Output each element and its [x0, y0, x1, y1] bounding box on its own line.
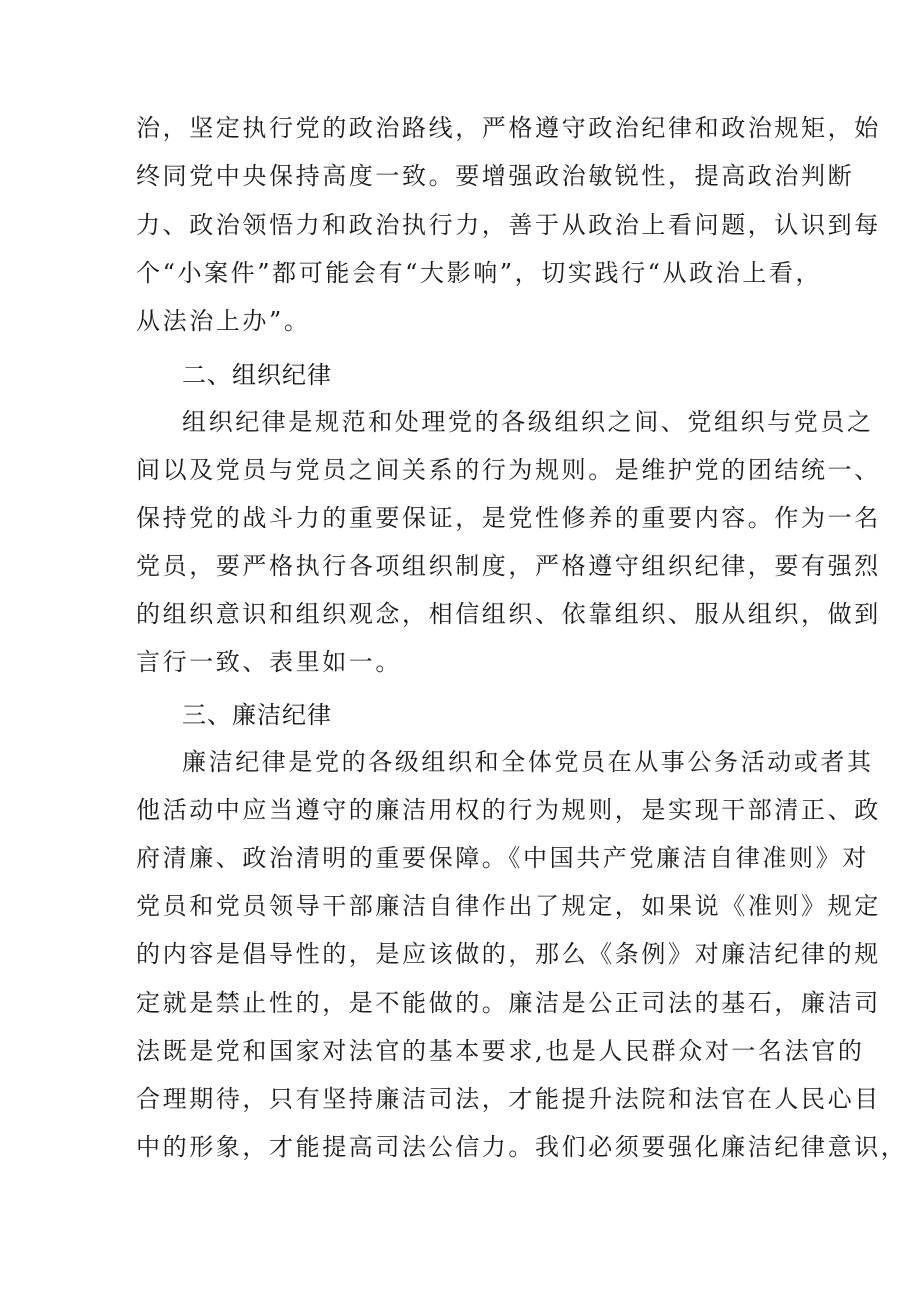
text-line: 组织纪律是规范和处理党的各级组织之间、党组织与党员之 [182, 408, 874, 436]
text-line: 定就是禁止性的，是不能做的。廉洁是公正司法的基石，廉洁司 [136, 989, 881, 1017]
text-line: 个“小案件”都可能会有“大影响”，切实践行“从政治上看， [136, 259, 823, 287]
text-line: 的组织意识和组织观念，相信组织、依靠组织、服从组织，做到 [136, 600, 881, 628]
text-line: 力、政治领悟力和政治执行力，善于从政治上看问题，认识到每 [136, 211, 881, 239]
text-line: 言行一致、表里如一。 [136, 648, 402, 676]
text-line: 合理期待，只有坚持廉洁司法，才能提升法院和法官在人民心目 [136, 1085, 881, 1113]
text-line: 保持党的战斗力的重要保证，是党性修养的重要内容。作为一名 [136, 504, 881, 532]
text-line: 法既是党和国家对法官的基本要求,也是人民群众对一名法官的 [136, 1037, 865, 1065]
text-line: 府清廉、政治清明的重要保障。《中国共产党廉洁自律准则》对 [136, 844, 869, 872]
section-heading-integrity: 三、廉洁纪律 [182, 701, 332, 729]
text-line: 党员，要严格执行各项组织制度，严格遵守组织纪律，要有强烈 [136, 552, 881, 580]
section-heading-organization: 二、组织纪律 [182, 361, 332, 389]
text-line: 治，坚定执行党的政治路线，严格遵守政治纪律和政治规矩，始 [136, 114, 881, 142]
text-line: 中的形象，才能提高司法公信力。我们必须要强化廉洁纪律意识， [136, 1133, 908, 1161]
text-line: 终同党中央保持高度一致。要增强政治敏锐性，提高政治判断 [136, 162, 855, 190]
text-line: 廉洁纪律是党的各级组织和全体党员在从事公务活动或者其 [182, 748, 874, 776]
text-line: 的内容是倡导性的，是应该做的，那么《条例》对廉洁纪律的规 [136, 940, 881, 968]
text-line: 他活动中应当遵守的廉洁用权的行为规则，是实现干部清正、政 [136, 796, 881, 824]
text-line: 党员和党员领导干部廉洁自律作出了规定，如果说《准则》规定 [136, 892, 881, 920]
text-line: 间以及党员与党员之间关系的行为规则。是维护党的团结统一、 [136, 456, 881, 484]
text-line: 从法治上办”。 [136, 307, 311, 335]
